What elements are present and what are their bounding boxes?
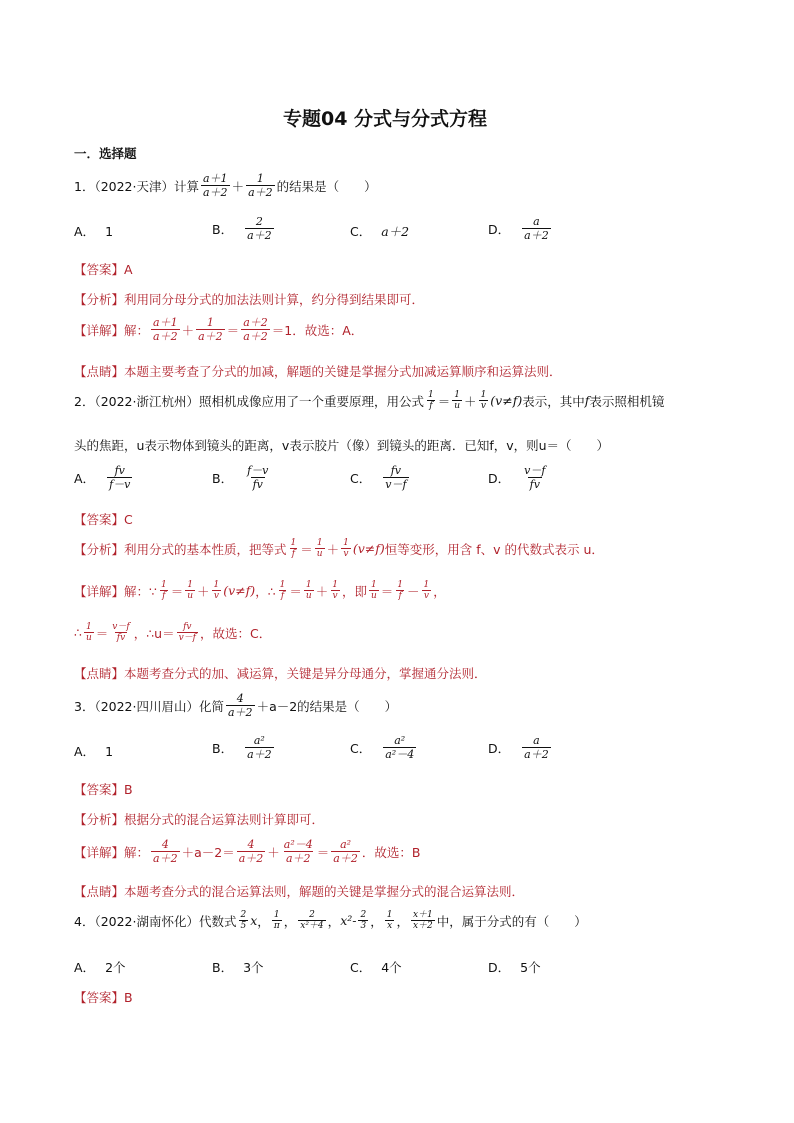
page-title: 专题04 分式与分式方程	[283, 108, 488, 130]
answer-tag: 【答案】	[74, 262, 125, 277]
fraction	[522, 464, 547, 491]
q3-answer	[74, 780, 133, 798]
option-label: B．	[212, 221, 234, 237]
stem-text: ＋a－2的结果是（ ）	[256, 698, 398, 714]
numerator: 4	[247, 838, 255, 851]
q1-answer	[74, 260, 133, 278]
numerator: a²	[340, 838, 352, 851]
denominator: a＋2	[524, 229, 549, 242]
answer-value: C	[124, 512, 133, 527]
q2-detail-line2: ∴ $\frac{1}{u}$ ＝ $\frac{v-f}{fv}$ ，∴u＝ $\frac{fv}{v-f}$ ，故选：C．	[74, 622, 272, 643]
denominator: a＋2	[228, 706, 253, 719]
numerator: 1	[206, 316, 214, 329]
comment-tag: 【点睛】	[74, 364, 125, 379]
detail-text: ，即	[341, 583, 367, 599]
q2-option-d[interactable]	[488, 464, 549, 491]
fraction	[383, 464, 408, 491]
denominator: a＋2	[153, 852, 178, 865]
stem-text: 1．（2022·天津）计算	[74, 178, 199, 194]
question-4-stem: 4．（2022·湖南怀化）代数式 $\frac{2}{5}$ x ， $\frac{1}{\pi}$ ， $\frac{2}{\text{x²＋4}}$ ， x²- $\frac{2}{3}$ ， $\frac{1}{x}$ ， $\frac{x+1}{x+2}$ 中，属于分式的有（ ）	[74, 910, 587, 931]
fraction	[522, 215, 551, 242]
detail-text: 解：	[124, 844, 150, 860]
denominator: a＋2	[243, 330, 268, 343]
analysis-tag: 【分析】	[74, 812, 125, 827]
question-2-stem: 2．（2022·浙江杭州）照相机成像应用了一个重要原理，用公式 $\frac{1}{f}$ ＝ $\frac{1}{u}$ ＋ $\frac{1}{v}$ (v≠f) 表示，其中 f 表示照相机镜	[74, 390, 665, 411]
q1-option-a[interactable]	[74, 222, 113, 240]
denominator: a＋2	[153, 330, 178, 343]
variable: f	[584, 393, 590, 408]
fraction	[196, 316, 225, 343]
numerator: fv	[390, 464, 402, 477]
answer-value: B	[124, 782, 133, 797]
q2-analysis: 【分析】 利用分式的基本性质，把等式 $\frac{1}{f}$ ＝ $\frac{1}{u}$ ＋ $\frac{1}{v}$ (v≠f) 恒等变形，用含 f、v 的代数式表示 u．	[74, 538, 604, 559]
q3-analysis	[74, 810, 324, 828]
detail-text: ，∴	[255, 583, 276, 599]
fraction	[107, 464, 132, 491]
detail-text: 解：∵	[124, 583, 157, 599]
detail-text: ，	[433, 583, 446, 599]
q1-analysis	[74, 290, 424, 308]
q1-comment	[74, 362, 562, 380]
numerator: a	[533, 734, 540, 747]
answer-value: A	[124, 262, 133, 277]
question-2-stem-line2: 头的焦距，u表示物体到镜头的距离，v表示胶片（像）到镜头的距离．已知f，v，则u＝（ ）	[74, 438, 610, 453]
stem-text: 3．（2022·四川眉山）化简	[74, 698, 224, 714]
comment-tag: 【点睛】	[74, 666, 125, 681]
numerator: 4	[236, 692, 244, 705]
analysis-text: 利用分式的基本性质，把等式	[124, 541, 287, 557]
q4-option-a[interactable]	[74, 958, 126, 976]
comment-text: 本题主要考查了分式的加减，解题的关键是掌握分式加减运算顺序和运算法则．	[124, 364, 562, 379]
numerator: a²－4	[283, 838, 313, 851]
q2-comment	[74, 664, 487, 682]
detail-tag: 【详解】	[74, 322, 125, 338]
q2-detail: 【详解】 解：∵ $\frac{1}{f}$ ＝ $\frac{1}{u}$ ＋ $\frac{1}{v}$ (v≠f) ，∴ $\frac{1}{f}$ ＝ $\frac{1}{u}$ ＋ $\frac{1}{v}$ ，即 $\frac{1}{u}$ ＝ $\frac{1}{f}$ － $\frac{1}{v}$ ，	[74, 580, 446, 601]
numerator: a²	[394, 734, 406, 747]
option-text: 1	[105, 743, 114, 759]
option-text: a＋2	[381, 224, 410, 239]
detail-text: ，∴u＝	[133, 625, 175, 641]
detail-text: ＋a－2＝	[181, 844, 235, 860]
q1-option-b[interactable]	[212, 215, 276, 242]
detail-tag: 【详解】	[74, 583, 125, 599]
q4-option-c[interactable]	[350, 958, 402, 976]
numerator: f－v	[247, 464, 269, 477]
analysis-text: 根据分式的混合运算法则计算即可．	[124, 812, 325, 827]
fraction	[151, 316, 180, 343]
denominator: f－v	[109, 478, 131, 491]
condition: (v≠f)	[223, 583, 256, 598]
numerator: 1	[256, 172, 264, 185]
fraction	[245, 215, 274, 242]
stem-text: 4．（2022·湖南怀化）代数式	[74, 913, 237, 929]
fraction	[237, 838, 266, 865]
numerator: 4	[161, 838, 169, 851]
option-label: A．	[74, 960, 96, 975]
numerator: fv	[114, 464, 125, 477]
q3-option-b[interactable]	[212, 734, 276, 761]
q4-answer	[74, 988, 133, 1006]
detail-text: ，故选：C．	[200, 625, 272, 641]
numerator: a	[533, 215, 540, 228]
fraction	[245, 734, 274, 761]
option-text: 5个	[520, 960, 541, 975]
section-heading: 一．选择题	[74, 146, 137, 161]
detail-text: ＝1．故选：A．	[271, 322, 364, 338]
analysis-tag: 【分析】	[74, 292, 125, 307]
stem-text: 中，属于分式的有（ ）	[436, 913, 587, 929]
comment-text: 本题考查分式的加、减运算，关键是异分母通分，掌握通分法则．	[124, 666, 487, 681]
fraction	[245, 464, 270, 491]
question-1-stem: 1．（2022·天津）计算 $\frac{a+1}{a+2}$ ＋ $\frac{1}{a+2}$ 的结果是（ ）	[74, 172, 377, 199]
denominator: a＋2	[238, 852, 264, 865]
fraction	[246, 172, 275, 199]
numerator: v－f	[524, 464, 546, 477]
stem-text: 表示，其中	[522, 393, 585, 409]
fraction	[241, 316, 270, 343]
option-label: B．	[212, 960, 234, 975]
answer-tag: 【答案】	[74, 990, 125, 1005]
stem-text: 表示照相机镜	[589, 393, 665, 409]
denominator: a＋2	[198, 330, 223, 343]
fraction	[383, 734, 416, 761]
numerator: a＋1	[153, 316, 178, 329]
analysis-text: 利用同分母分式的加法法则计算，约分得到结果即可．	[124, 292, 425, 307]
option-text: 4个	[381, 960, 402, 975]
fraction	[201, 172, 230, 199]
denominator: fv	[529, 478, 540, 491]
option-label: D．	[488, 960, 511, 975]
q3-comment	[74, 882, 524, 900]
analysis-text: 恒等变形，用含 f、v 的代数式表示 u．	[384, 541, 604, 557]
option-label: C．	[350, 740, 372, 756]
denominator: a＋2	[247, 748, 272, 761]
q2-option-b[interactable]	[212, 464, 272, 491]
q1-detail: 【详解】 解： $\frac{a+1}{a+2}$ ＋ $\frac{1}{a+2}$ ＝ $\frac{a+2}{a+2}$ ＝1．故选：A．	[74, 316, 364, 343]
comment-tag: 【点睛】	[74, 884, 125, 899]
numerator: a＋2	[243, 316, 268, 329]
q3-option-c[interactable]	[350, 734, 418, 761]
stem-text: 的结果是（ ）	[276, 178, 377, 194]
condition: (v≠f)	[352, 541, 385, 556]
option-label: A．	[74, 470, 96, 486]
answer-value: B	[124, 990, 133, 1005]
answer-tag: 【答案】	[74, 782, 125, 797]
answer-tag: 【答案】	[74, 512, 125, 527]
denominator: a²－4	[385, 748, 415, 761]
q1-option-d[interactable]	[488, 215, 553, 242]
detail-tag: 【详解】	[74, 844, 125, 860]
option-label: D．	[488, 740, 511, 756]
denominator: a＋2	[524, 748, 549, 761]
option-label: D．	[488, 221, 511, 237]
q2-answer	[74, 510, 133, 528]
detail-text: ．故选：B	[361, 844, 421, 860]
denominator: v－f	[385, 478, 407, 491]
detail-text: 解：	[124, 322, 150, 338]
numerator: a²	[253, 734, 265, 747]
stem-text: 2．（2022·浙江杭州）照相机成像应用了一个重要原理，用公式	[74, 393, 424, 409]
denominator: a＋2	[248, 186, 273, 199]
option-label: C．	[350, 224, 372, 239]
option-label: A．	[74, 744, 96, 759]
option-label: C．	[350, 960, 372, 975]
denominator: a＋2	[247, 229, 272, 242]
fraction	[522, 734, 551, 761]
option-label: B．	[212, 470, 234, 486]
fraction	[151, 838, 180, 865]
q4-option-d[interactable]	[488, 958, 541, 976]
denominator: fv	[252, 478, 263, 491]
fraction	[226, 692, 255, 719]
q3-option-d[interactable]	[488, 734, 553, 761]
q2-option-a[interactable]	[74, 464, 134, 491]
question-3-stem	[74, 692, 397, 719]
option-text: 1	[105, 223, 114, 239]
q4-option-b[interactable]	[212, 958, 264, 976]
analysis-tag: 【分析】	[74, 541, 125, 557]
q2-option-c[interactable]	[350, 464, 411, 491]
condition: (v≠f)	[490, 393, 523, 408]
fraction	[282, 838, 315, 865]
option-label: C．	[350, 470, 372, 486]
detail-text: ∴	[74, 625, 82, 640]
denominator: a＋2	[203, 186, 228, 199]
option-text: 2个	[105, 960, 126, 975]
numerator: 2	[255, 215, 263, 228]
option-label: A．	[74, 224, 96, 239]
numerator: a＋1	[203, 172, 228, 185]
denominator: a＋2	[286, 852, 311, 865]
denominator: a＋2	[333, 852, 358, 865]
option-label: B．	[212, 740, 234, 756]
fraction	[331, 838, 360, 865]
q3-detail: 【详解】 解： $\frac{4}{a+2}$ ＋a－2＝ $\frac{4}{a+2}$ ＋ $\frac{\text{a²－4}}{a+2}$ ＝ $\frac{\text{a²}}{a+2}$ ．故选：B	[74, 838, 421, 865]
q3-option-a[interactable]	[74, 742, 113, 760]
comment-text: 本题考查分式的混合运算法则，解题的关键是掌握分式的混合运算法则．	[124, 884, 525, 899]
q1-option-c[interactable]	[350, 222, 409, 240]
option-text: 3个	[243, 960, 264, 975]
option-label: D．	[488, 470, 511, 486]
